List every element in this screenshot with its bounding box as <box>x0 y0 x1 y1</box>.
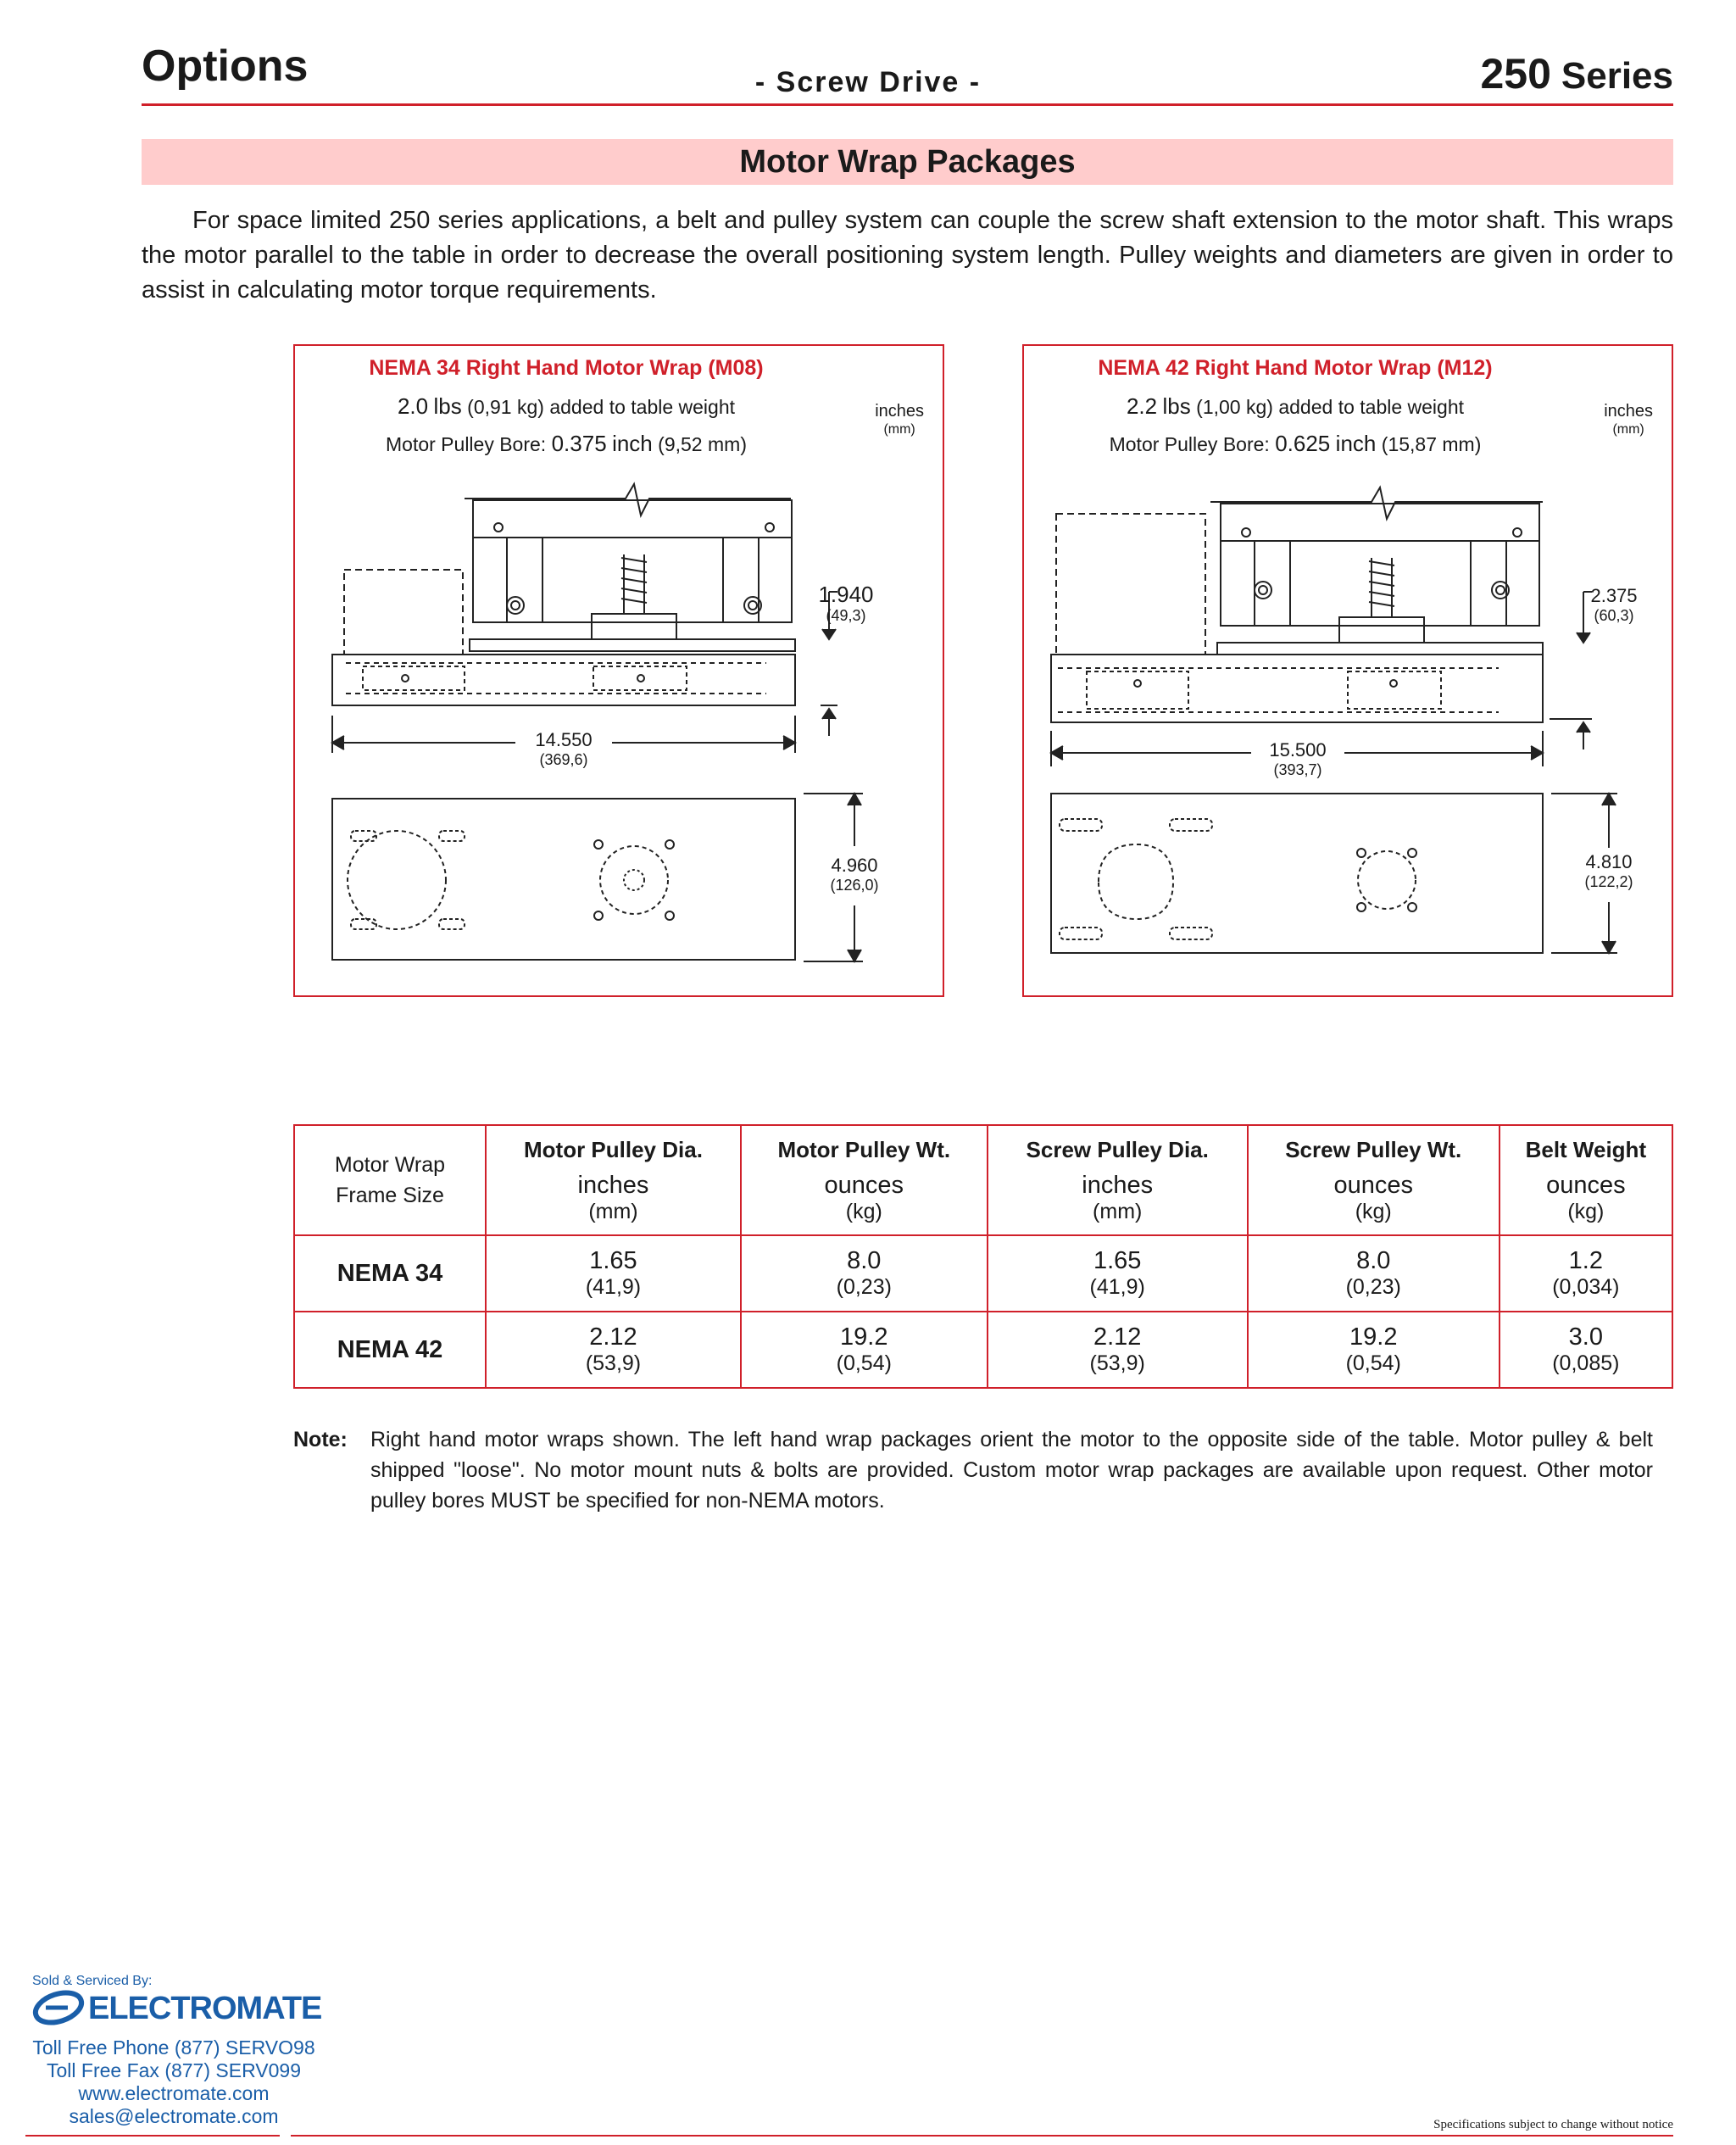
table-cell: 3.0 (0,085) <box>1500 1312 1672 1388</box>
section-title: Motor Wrap Packages <box>142 139 1673 185</box>
intro-paragraph: For space limited 250 series applications, a belt and pulley system can couple the screw shaft extension to the motor shaft. This wraps the motor parallel to the table in order to decrease the overall positioning system length. Pulley weights and diameters are given in order to assist in calculating motor torque requirements. <box>142 207 1673 304</box>
series-label: Series <box>1561 55 1673 97</box>
height-dimension-in: 1.940 <box>818 582 874 607</box>
width-dimension-mm: (122,2) <box>1584 873 1633 890</box>
page-subtitle: - Screw Drive - <box>754 66 982 98</box>
width-dimension-in: 4.810 <box>1585 851 1633 872</box>
table-cell: 1.2 (0,034) <box>1500 1235 1672 1312</box>
table-row <box>294 1235 1672 1312</box>
website-link[interactable]: www.electromate.com <box>78 2082 270 2104</box>
pulley-spec-table <box>293 1124 1673 1389</box>
electromate-logo-icon <box>31 1989 86 2026</box>
figure-bore: Motor Pulley Bore: 0.625 inch (15,87 mm) <box>1109 431 1482 456</box>
series-heading <box>1480 49 1673 98</box>
height-dimension-mm: (60,3) <box>1594 607 1634 624</box>
table-cell: 8.0 (0,23) <box>1248 1235 1500 1312</box>
note-label: Note: <box>293 1428 348 1451</box>
figure-nema42 <box>1022 344 1673 997</box>
length-dimension-in: 15.500 <box>1269 739 1327 760</box>
email-link[interactable]: sales@electromate.com <box>69 2105 279 2127</box>
column-header-frame-size: Motor Wrap Frame Size <box>294 1125 486 1235</box>
figure-title: NEMA 34 Right Hand Motor Wrap (M08) <box>369 356 764 380</box>
company-name: ELECTROMATE <box>88 1991 322 2026</box>
height-dimension-in: 2.375 <box>1590 585 1638 606</box>
phone: Toll Free Phone (877) SERVO98 <box>32 2036 315 2059</box>
column-header: Belt Weight ounces (kg) <box>1500 1125 1672 1235</box>
column-header: Screw Pulley Dia. inches (mm) <box>988 1125 1248 1235</box>
row-label: NEMA 42 <box>294 1312 486 1388</box>
length-dimension-in: 14.550 <box>535 729 593 750</box>
series-number: 250 <box>1480 50 1551 98</box>
width-dimension-mm: (126,0) <box>830 877 879 894</box>
row-label: NEMA 34 <box>294 1235 486 1312</box>
table-header-row <box>294 1125 1672 1235</box>
length-dimension-mm: (393,7) <box>1273 761 1322 778</box>
note-block <box>293 1424 1653 1516</box>
figure-units: inches (mm) <box>875 402 924 437</box>
page-title: Options <box>142 42 309 91</box>
column-header: Screw Pulley Wt. ounces (kg) <box>1248 1125 1500 1235</box>
width-dimension-in: 4.960 <box>831 855 878 876</box>
footer-rule <box>291 2135 1673 2137</box>
column-header: Motor Pulley Wt. ounces (kg) <box>741 1125 988 1235</box>
figure-weight: 2.2 lbs (1,00 kg) added to table weight <box>1126 393 1465 419</box>
figure-nema34 <box>293 344 944 997</box>
fax: Toll Free Fax (877) SERV099 <box>47 2059 301 2081</box>
table-cell: 2.12 (53,9) <box>988 1312 1248 1388</box>
footer-rule <box>25 2135 280 2137</box>
figure-title: NEMA 42 Right Hand Motor Wrap (M12) <box>1098 356 1493 380</box>
sold-by-label: Sold & Serviced By: <box>32 1974 153 1988</box>
table-cell: 1.65 (41,9) <box>486 1235 741 1312</box>
table-cell: 8.0 (0,23) <box>741 1235 988 1312</box>
disclaimer: Specifications subject to change without notice <box>1433 2118 1673 2131</box>
table-cell: 19.2 (0,54) <box>741 1312 988 1388</box>
length-dimension-mm: (369,6) <box>539 751 588 768</box>
height-dimension-mm: (49,3) <box>826 607 866 624</box>
contact-block <box>25 2036 322 2128</box>
table-row <box>294 1312 1672 1388</box>
motor-wrap-drawing-nema42 <box>1024 346 1675 999</box>
figure-weight: 2.0 lbs (0,91 kg) added to table weight <box>397 393 736 419</box>
motor-wrap-drawing-nema34 <box>295 346 946 999</box>
table-cell: 1.65 (41,9) <box>988 1235 1248 1312</box>
note-text: Right hand motor wraps shown. The left hand wrap packages orient the motor to the opposite side of the table. Motor pulley & belt shipped "loose". No motor mount nuts & bolts are provided. Custom motor wrap packages are available upon request. Other motor pulley bores MUST be specified for non-NEMA motors. <box>370 1428 1653 1513</box>
figure-bore: Motor Pulley Bore: 0.375 inch (9,52 mm) <box>386 431 747 456</box>
header-rule <box>142 103 1673 106</box>
table-cell: 2.12 (53,9) <box>486 1312 741 1388</box>
table-cell: 19.2 (0,54) <box>1248 1312 1500 1388</box>
column-header: Motor Pulley Dia. inches (mm) <box>486 1125 741 1235</box>
figure-units: inches (mm) <box>1604 402 1653 437</box>
